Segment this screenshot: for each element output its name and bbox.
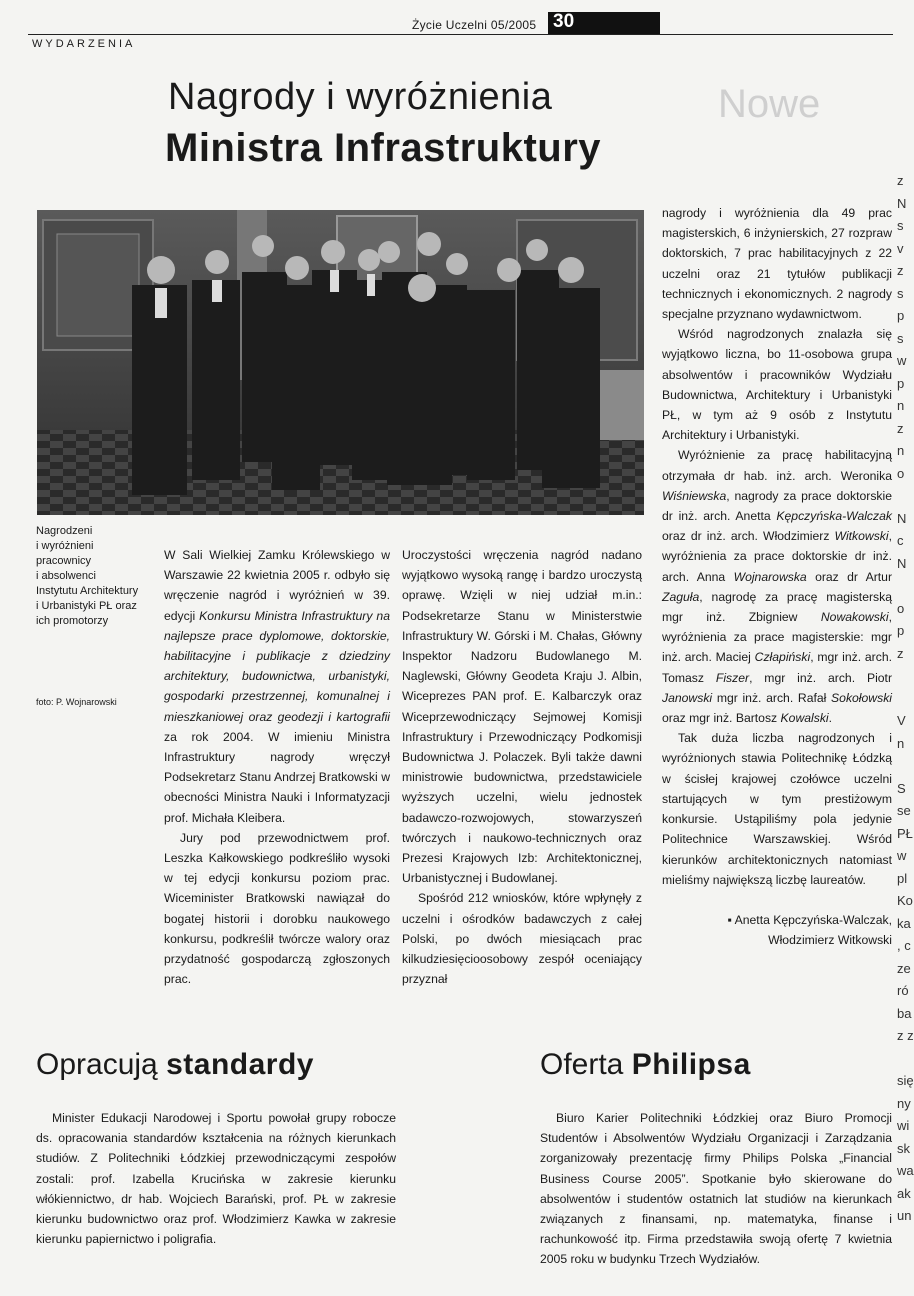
body-column-2 <box>402 545 642 989</box>
adjacent-page-fragment: p <box>897 375 905 391</box>
adjacent-page-edge <box>893 0 914 1296</box>
text-span: , mgr inż. arch. Piotr <box>749 670 893 685</box>
adjacent-page-fragment: n <box>897 398 905 413</box>
paragraph <box>662 445 892 728</box>
adjacent-page-fragment: n <box>897 443 905 458</box>
paragraph: Biuro Karier Politechniki Łódzkiej oraz Biuro Promocji Studentów i Absolwentów Wydziału Organizacji i Zarządzania zorganizowały prezentację firmy Philips Polska „Financial Business Course 2005”. Spotkanie było skierowane do absolwentów i studentów ostatnich lat studiów na kierunkach związanych z finansami, np. matematyka, finanse i rachunkowość itp. Firma przedstawiła swoją ofertę 7 kwietnia 2005 roku w budynku Trzech Wydziałów. <box>540 1111 892 1267</box>
text-span: , nagrodę za pracę magisterską mgr inż. Zbigniew <box>662 589 892 625</box>
text-span: Wyróżnienie za pracę habilitacyjną otrzymała dr hab. inż. arch. Weronika <box>662 448 892 483</box>
photo-credit: foto: P. Wojnarowski <box>36 697 117 707</box>
text-span: , wyróżnienia za prace doktorskie dr inż. arch. Anna <box>662 529 892 584</box>
adjacent-page-fragment: N <box>897 555 907 571</box>
body-column-3 <box>662 203 892 950</box>
header-rule <box>28 34 910 35</box>
adjacent-page-fragment: się <box>897 1073 914 1088</box>
adjacent-page-fragment: z z <box>897 1028 914 1043</box>
adjacent-page-fragment: z <box>897 645 904 661</box>
text-span: oraz dr inż. arch. Włodzimierz <box>662 529 830 544</box>
article-philips-title <box>540 1048 751 1082</box>
caption-line: pracownicy <box>36 555 92 567</box>
adjacent-page-fragment: sk <box>897 1140 910 1156</box>
person-name: Człapiński <box>754 650 811 665</box>
caption-line: i absolwenci <box>36 570 96 582</box>
adjacent-page-text <box>897 170 914 1228</box>
adjacent-page-fragment: z <box>897 263 904 278</box>
text-span: . <box>828 711 833 726</box>
paragraph: Jury pod przewodnictwem prof. Leszka Kałkowskiego podkreśliło wysoki w tej edycji konkursu poziom prac. Wiceminister Bratkowski nawiązał do bogatej historii i dorobku naukowego konkursu, podkreślił twórcze walory oraz przydatność gospodarczą zgłoszonych prac. <box>164 830 390 987</box>
text-span: za rok 2004. W imieniu Ministra Infrastruktury nagrody wręczył Podsekretarz Stanu Andrzej Bratkowski w obecności Ministra Nauki i Informatyzacji prof. Michała Kleibera. <box>164 729 390 825</box>
person-name: Wiśniewska <box>662 488 727 503</box>
adjacent-page-fragment: s <box>897 330 904 346</box>
paragraph: Spośród 212 wniosków, które wpłynęły z uczelni i ośrodków badawczych z całej Polski, po dwóch miesiącach prac kilkudziesięcioosobowy zespół oceniający przyznał <box>402 891 642 987</box>
section-label: WYDARZENIA <box>32 38 136 50</box>
adjacent-page-fragment: s <box>897 285 904 301</box>
adjacent-page-fragment: v <box>897 240 904 256</box>
adjacent-page-fragment: wa <box>897 1163 914 1178</box>
adjacent-page-fragment: Ko <box>897 893 913 908</box>
page-number: 30 <box>553 11 575 32</box>
adjacent-page-fragment <box>897 575 914 598</box>
adjacent-page-fragment <box>897 688 914 711</box>
text-span: , nagrody za prace doktorskie dr inż. arch. Anetta <box>662 488 892 524</box>
award-photo-illustration <box>37 210 644 515</box>
adjacent-page-fragment: p <box>897 623 905 638</box>
person-name: Sokołowski <box>831 690 892 705</box>
article-title-line2: Ministra Infrastruktury <box>165 126 602 170</box>
person-name: Witkowski <box>834 529 889 544</box>
adjacent-page-fragment: N <box>897 195 907 211</box>
ghost-title: Nowe <box>718 82 821 126</box>
adjacent-page-fragment <box>897 755 914 778</box>
adjacent-page-fragment: un <box>897 1208 912 1223</box>
adjacent-page-fragment: wi <box>897 1118 910 1133</box>
paragraph: nagrody i wyróżnienia dla 49 prac magisterskich, 6 inżynierskich, 27 rozpraw doktorskich, 7 prac habilitacyjnych z 22 uczelni oraz 21 tytułów publikacji technicznych i ekonomicznych. 2 nagrody specjalne przyznano wydawnictwom. <box>662 206 892 322</box>
adjacent-page-fragment: , c <box>897 938 911 953</box>
adjacent-page-fragment: p <box>897 308 905 323</box>
title-light: Opracują <box>36 1048 158 1081</box>
paragraph: Tak duża liczba nagrodzonych i wyróżnionych stawia Politechnikę Łódzką w ścisłej krajowej czołówce uczelni startujących w tym prestiżowym konkursie. Ustąpiliśmy pola jedynie Politechnice Warszawskiej. Wśród kierunków architektonicznych natomiast mieliśmy największą liczbę laureatów. <box>662 731 892 887</box>
adjacent-page-fragment: PŁ <box>897 825 913 841</box>
adjacent-page-fragment: ak <box>897 1185 911 1201</box>
adjacent-page-fragment <box>897 665 914 688</box>
adjacent-page-fragment <box>897 485 914 508</box>
person-name: Janowski <box>662 690 713 705</box>
adjacent-page-fragment: S <box>897 780 906 796</box>
adjacent-page-fragment: V <box>897 713 906 728</box>
person-name: Fiszer <box>715 670 750 685</box>
adjacent-page-fragment: ró <box>897 983 909 998</box>
adjacent-page-fragment: N <box>897 510 907 526</box>
adjacent-page-fragment: ba <box>897 1005 912 1021</box>
person-name: Kowalski <box>780 711 829 726</box>
adjacent-page-fragment: w <box>897 848 907 863</box>
body-column-1 <box>164 545 390 989</box>
emphasis-span: Konkursu Ministra Infrastruktury na najlepsze prace dyplomowe, doktorskie, habilitacyjne i publikacje z dziedziny architektury, budownictwa, urbanistyki, gospodarki przestrzennej, komunalnej i mieszkaniowej oraz geodezji i kartografii <box>164 608 390 724</box>
person-name: Kępczyńska-Walczak <box>776 509 892 524</box>
text-span: , mgr inż. arch. Tomasz <box>662 650 892 685</box>
adjacent-page-fragment: ze <box>897 960 911 976</box>
caption-line: i Urbanistyki PŁ oraz <box>36 600 137 612</box>
adjacent-page-fragment: w <box>897 353 907 368</box>
adjacent-page-fragment: ny <box>897 1095 911 1111</box>
adjacent-page-fragment: s <box>897 218 904 233</box>
running-head: Życie Uczelni 05/2005 <box>412 18 537 32</box>
adjacent-page-fragment: ka <box>897 915 911 931</box>
article-standards-body <box>36 1108 396 1249</box>
text-span: oraz dr Artur <box>815 569 893 584</box>
signature-line: Włodzimierz Witkowski <box>768 933 892 948</box>
caption-line: i wyróżnieni <box>36 540 94 552</box>
text-span: , wyróżnienia za prace magisterskie: mgr inż. arch. Maciej <box>662 610 892 665</box>
person-name: Nowakowski <box>820 610 889 625</box>
adjacent-page-fragment: o <box>897 600 905 616</box>
award-photo <box>37 210 644 515</box>
paragraph: Minister Edukacji Narodowej i Sportu powołał grupy robocze ds. opracowania standardów kształcenia na różnych kierunkach studiów. Z Politechniki Łódzkiej przewodniczącymi zespołów zostali: prof. Izabella Krucińska w zakresie kierunku włókiennictwo, dr hab. Wojciech Barański, prof. PŁ w zakresie kierunku budownictwo oraz prof. Włodzimierz Kawka w zakresie kierunku papiernictwo i poligrafia. <box>36 1111 396 1247</box>
paragraph <box>164 545 390 828</box>
text-span: mgr inż. arch. Rafał <box>716 690 827 705</box>
text-span: W Sali Wielkiej Zamku Królewskiego w Warszawie 22 kwietnia 2005 r. odbyło się wręczenie nagród i wyróżnień w 39. edycji <box>164 548 390 623</box>
adjacent-page-fragment <box>897 1048 914 1071</box>
person-name: Zaguła <box>662 589 700 604</box>
article-standards-title <box>36 1048 314 1082</box>
adjacent-page-fragment: se <box>897 803 911 818</box>
adjacent-page-fragment: pl <box>897 870 908 886</box>
signature <box>662 910 892 950</box>
adjacent-page-fragment: c <box>897 533 904 548</box>
person-name: Wojnarowska <box>733 569 807 584</box>
text-span: oraz mgr inż. Bartosz <box>662 711 778 726</box>
caption-line: ich promotorzy <box>36 615 109 627</box>
caption-line: Instytutu Architektury <box>36 585 139 597</box>
adjacent-page-fragment: o <box>897 465 905 481</box>
article-philips-body <box>540 1108 892 1270</box>
title-light: Oferta <box>540 1048 624 1081</box>
paragraph: Wśród nagrodzonych znalazła się wyjątkowo liczna, bo 11-osobowa grupa absolwentów i pracowników Wydziału Budownictwa, Architektury i Urbanistyki PŁ, w tym aż 9 osób z Instytutu Architektury i Urbanistyki. <box>662 327 892 443</box>
title-bold: Philipsa <box>631 1048 751 1081</box>
signature-line: ▪ Anetta Kępczyńska-Walczak, <box>727 912 892 927</box>
adjacent-page-fragment: n <box>897 735 905 751</box>
paragraph: Uroczystości wręczenia nagród nadano wyjątkowo wysoką rangę i bardzo uroczystą oprawę. Wzięli w niej udział m.in.: Podsekretarze Stanu w Ministerstwie Infrastruktury W. Górski i M. Chałas, Główny Inspektor Nadzoru Budowlanego M. Naglewski, Główny Geodeta Kraju J. Albin, Wiceprezes PAN prof. E. Kalbarczyk oraz Wiceprzewodniczący Sejmowej Komisji Infrastruktury i Przewodniczący Podkomisji Budownictwa J. Polaczek. Byli także dawni ministrowie budownictwa, przedstawiciele wyższych uczelni, wielu jednostek badawczo-rozwojowych, stowarzyszeń twórczych i naukowo-technicznych oraz Prezesi Krajowych Izb: Architektonicznej, Urbanistycznej i Budowlanej. <box>402 548 642 886</box>
article-title-line1: Nagrody i wyróżnienia <box>168 76 553 118</box>
adjacent-page-fragment: z <box>897 420 904 436</box>
caption-line: Nagrodzeni <box>36 525 93 537</box>
adjacent-page-fragment: z <box>897 173 904 188</box>
photo-caption <box>36 524 148 629</box>
title-bold: standardy <box>166 1048 314 1081</box>
